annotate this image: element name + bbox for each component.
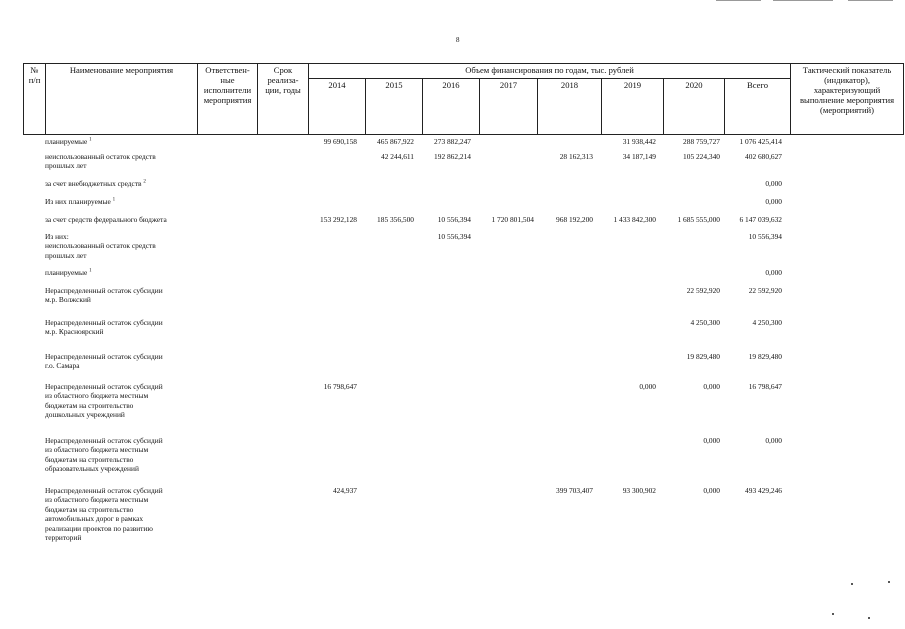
row-label: Нераспределенный остаток субсидий из областного бюджета местным бюджетам на строительство автомобильных дорог в рамках реализации проектов по развитию территорий bbox=[45, 486, 163, 543]
footnote-marker: 1 bbox=[89, 137, 92, 143]
year-value: 424,937 bbox=[332, 486, 357, 495]
row-label: Нераспределенный остаток субсидии м.р. Красноярский bbox=[45, 318, 163, 337]
scan-speck bbox=[868, 617, 870, 619]
col-funding-header: Объем финансирования по годам, тыс. рублей bbox=[309, 64, 791, 79]
row-total-value: 0,000 bbox=[765, 197, 782, 206]
scan-speck bbox=[851, 583, 853, 585]
col-number-header: № п/п bbox=[24, 64, 46, 135]
year-value: 288 759,727 bbox=[683, 137, 720, 146]
year-value: 153 292,128 bbox=[320, 215, 357, 224]
row-total-value: 1 076 425,414 bbox=[739, 137, 782, 146]
row-label: Нераспределенный остаток субсидии м.р. Волжский bbox=[45, 286, 163, 305]
col-responsible-header: Ответствен- ные исполнители мероприятия bbox=[198, 64, 258, 135]
row-label: Из них: неиспользованный остаток средств прошлых лет bbox=[45, 232, 156, 260]
year-value: 93 300,902 bbox=[622, 486, 656, 495]
row-total-value: 19 829,480 bbox=[748, 352, 782, 361]
row-total-value: 6 147 039,632 bbox=[739, 215, 782, 224]
year-value: 399 703,407 bbox=[556, 486, 593, 495]
year-value: 1 685 555,000 bbox=[677, 215, 720, 224]
year-header: 2014 bbox=[309, 78, 366, 134]
year-value: 10 556,394 bbox=[437, 215, 471, 224]
footnote-marker: 2 bbox=[143, 179, 146, 185]
year-value: 34 187,149 bbox=[622, 152, 656, 161]
row-total-value: 10 556,394 bbox=[748, 232, 782, 241]
year-value: 1 433 842,300 bbox=[613, 215, 656, 224]
year-header: 2015 bbox=[366, 78, 423, 134]
year-header: 2016 bbox=[423, 78, 480, 134]
row-total-value: 22 592,920 bbox=[748, 286, 782, 295]
year-value: 19 829,480 bbox=[686, 352, 720, 361]
year-value: 99 690,158 bbox=[323, 137, 357, 146]
row-label: Нераспределенный остаток субсидий из областного бюджета местным бюджетам на строительство дошкольных учреждений bbox=[45, 382, 163, 420]
row-total-value: 402 680,627 bbox=[745, 152, 782, 161]
row-label: неиспользованный остаток средств прошлых лет bbox=[45, 152, 156, 171]
year-value: 1 720 801,504 bbox=[491, 215, 534, 224]
year-header: 2019 bbox=[602, 78, 664, 134]
row-total-value: 0,000 bbox=[765, 268, 782, 277]
scan-speck bbox=[888, 581, 890, 583]
col-indicator-header: Тактический показатель (индикатор), характеризующий выполнение мероприятия (мероприятий) bbox=[791, 64, 904, 135]
year-value: 4 250,300 bbox=[690, 318, 720, 327]
year-value: 465 867,922 bbox=[377, 137, 414, 146]
year-value: 42 244,611 bbox=[381, 152, 414, 161]
col-term-header: Срок реализа- ции, годы bbox=[258, 64, 309, 135]
year-value: 968 192,200 bbox=[556, 215, 593, 224]
footnote-marker: 1 bbox=[89, 268, 92, 274]
row-total-value: 4 250,300 bbox=[752, 318, 782, 327]
year-header: 2020 bbox=[664, 78, 725, 134]
year-value: 0,000 bbox=[703, 436, 720, 445]
row-label: планируемые $^1$ bbox=[45, 268, 92, 277]
row-label: за счет средств федерального бюджета bbox=[45, 215, 167, 224]
year-value: 16 798,647 bbox=[323, 382, 357, 391]
row-label: Нераспределенный остаток субсидии г.о. Самара bbox=[45, 352, 163, 371]
year-value: 22 592,920 bbox=[686, 286, 720, 295]
scan-speck bbox=[832, 613, 834, 615]
row-label: Из них планируемые $^1$ bbox=[45, 197, 116, 206]
year-value: 0,000 bbox=[703, 382, 720, 391]
year-value: 31 938,442 bbox=[622, 137, 656, 146]
year-value: 10 556,394 bbox=[437, 232, 471, 241]
year-value: 185 356,500 bbox=[377, 215, 414, 224]
row-total-value: 0,000 bbox=[765, 436, 782, 445]
row-label: планируемые $^1$ bbox=[45, 137, 92, 146]
year-header: 2017 bbox=[480, 78, 538, 134]
row-total-value: 16 798,647 bbox=[748, 382, 782, 391]
row-label: Нераспределенный остаток субсидий из областного бюджета местным бюджетам на строительство образовательных учреждений bbox=[45, 436, 163, 474]
year-value: 273 882,247 bbox=[434, 137, 471, 146]
year-value: 105 224,340 bbox=[683, 152, 720, 161]
row-total-value: 0,000 bbox=[765, 179, 782, 188]
year-value: 192 862,214 bbox=[434, 152, 471, 161]
total-header: Всего bbox=[725, 78, 791, 134]
year-value: 0,000 bbox=[703, 486, 720, 495]
row-total-value: 493 429,246 bbox=[745, 486, 782, 495]
page-number: 8 bbox=[456, 36, 460, 44]
year-value: 28 162,313 bbox=[559, 152, 593, 161]
year-header: 2018 bbox=[538, 78, 602, 134]
year-value: 0,000 bbox=[639, 382, 656, 391]
footnote-marker: 1 bbox=[112, 197, 116, 203]
col-name-header: Наименование мероприятия bbox=[46, 64, 198, 135]
row-label: за счет внебюджетных средств $^2$ bbox=[45, 179, 146, 188]
